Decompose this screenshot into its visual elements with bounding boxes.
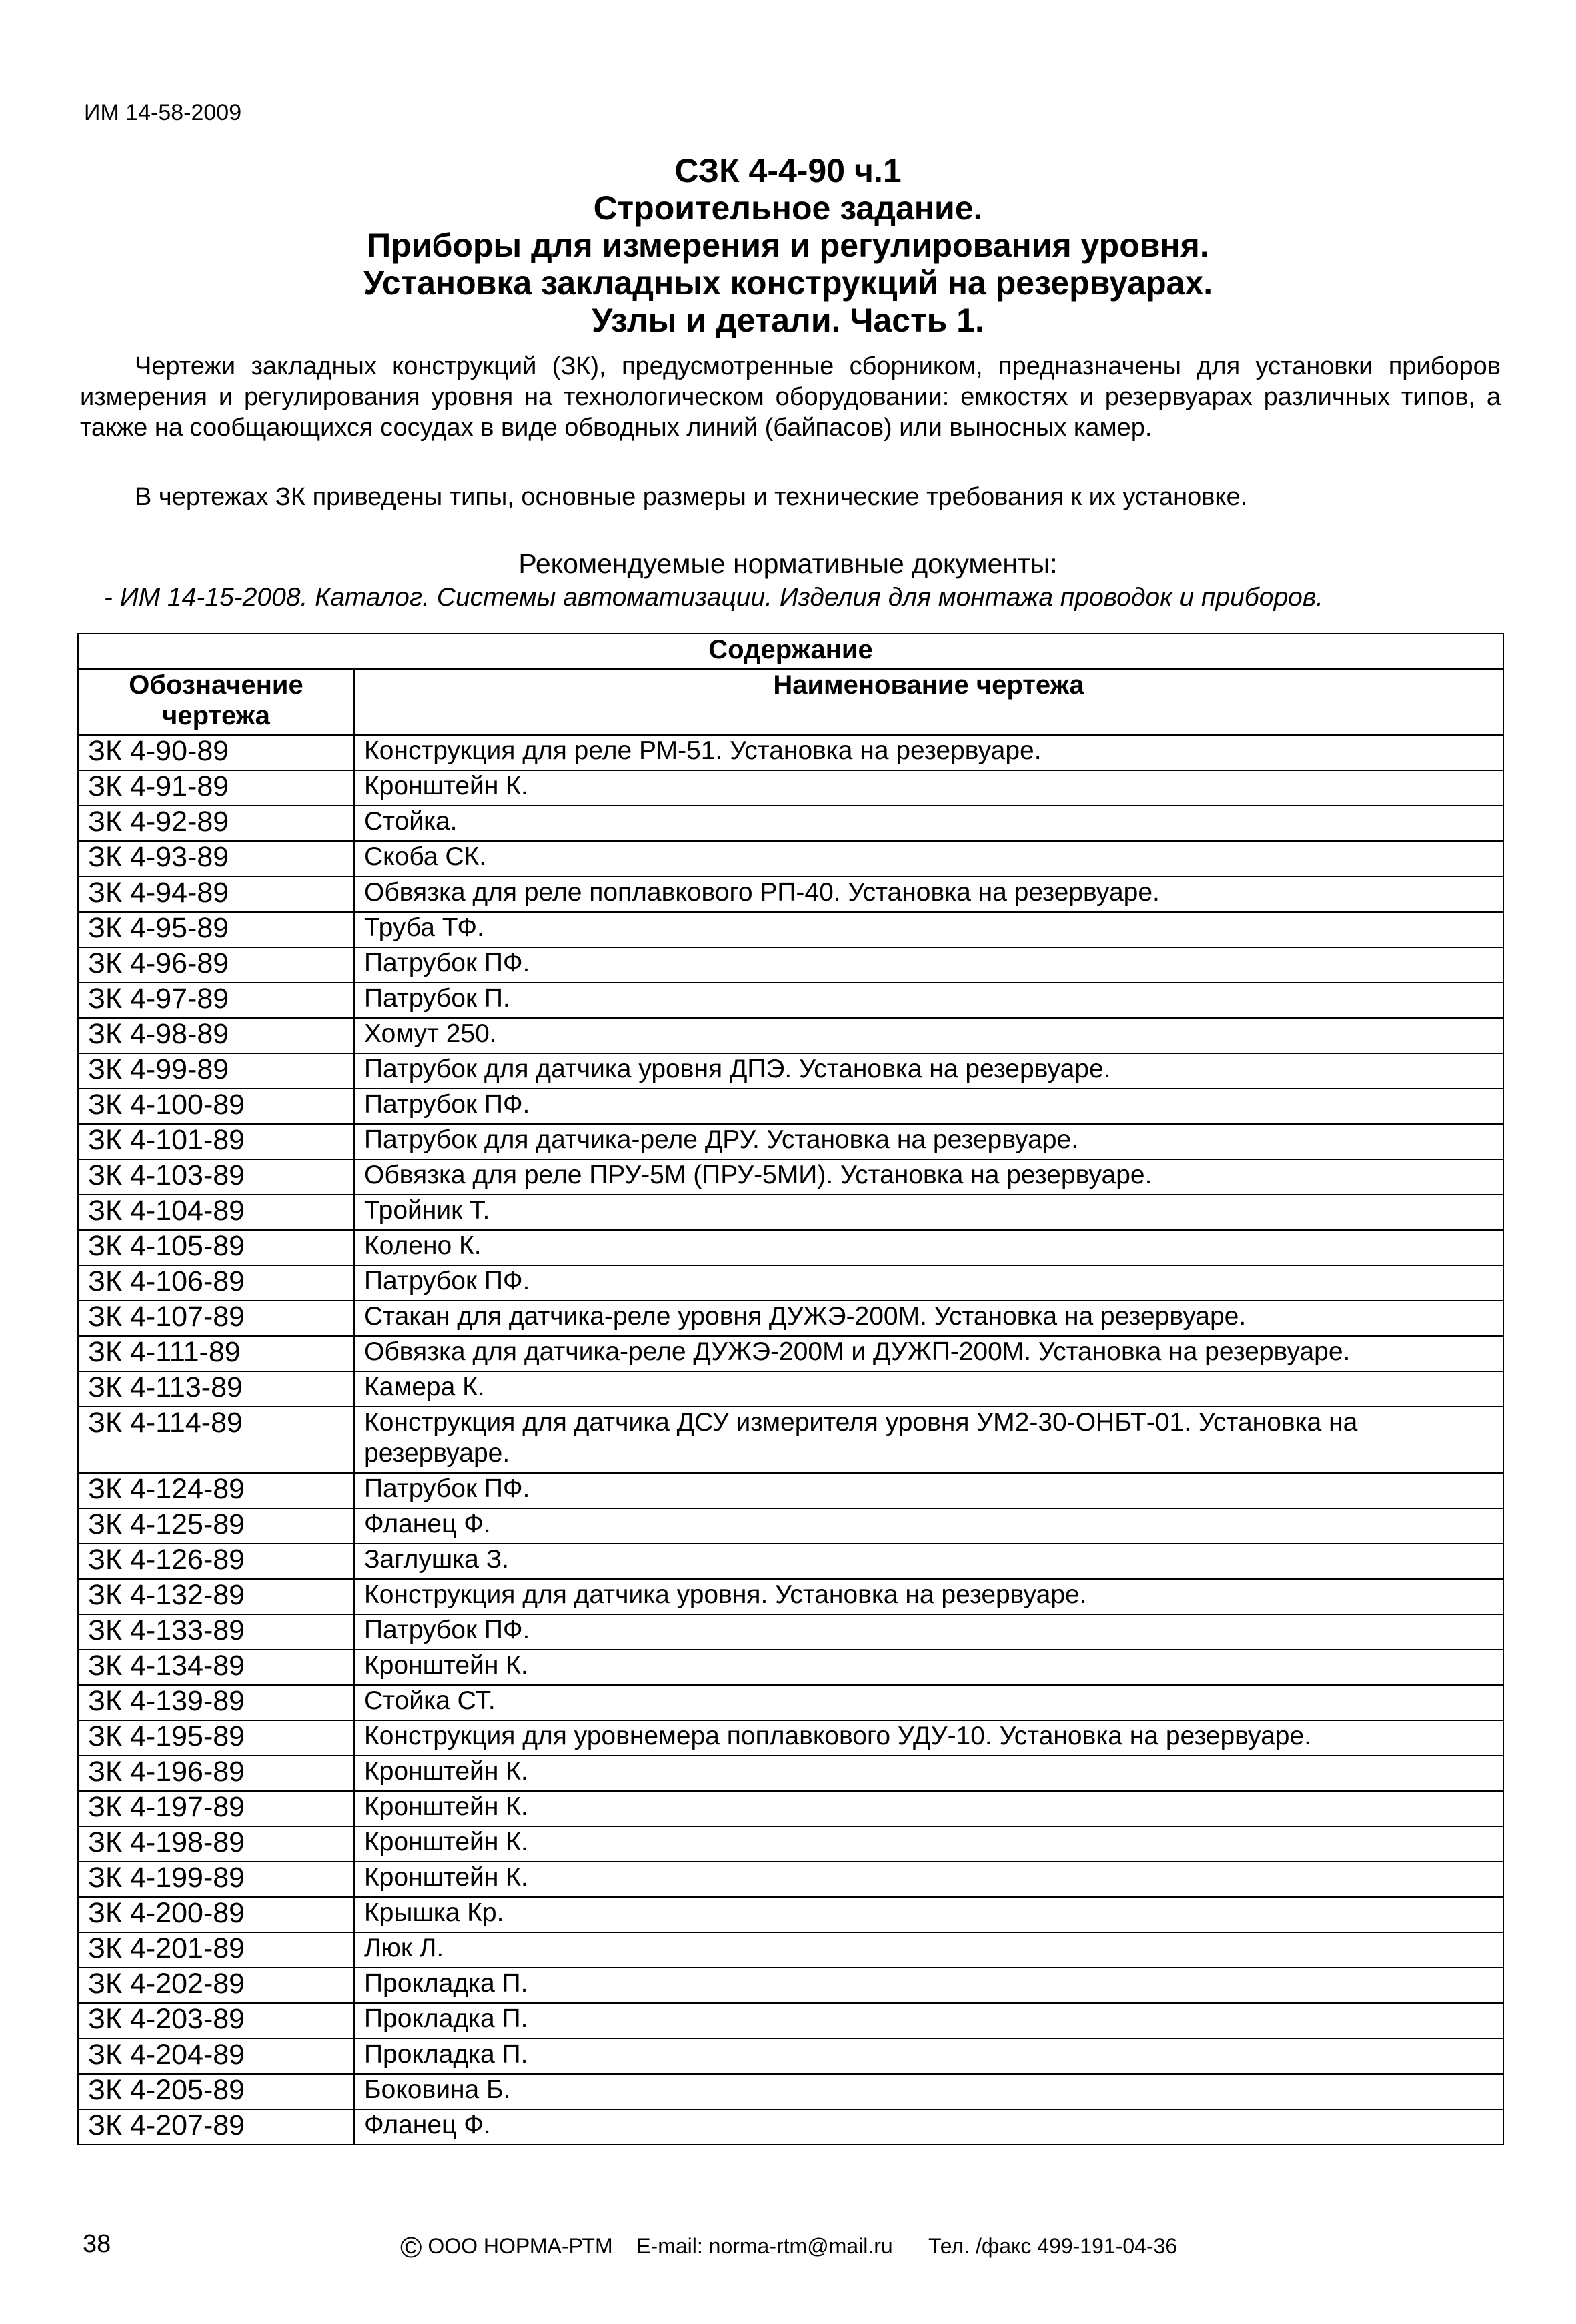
intro-paragraph-2: В чертежах ЗК приведены типы, основные размеры и технические требования к их установке.	[135, 483, 1248, 511]
drawing-code-cell: ЗК 4-98-89	[78, 1018, 354, 1053]
table-row	[78, 947, 1503, 983]
drawing-name-cell: Конструкция для датчика уровня. Установка на резервуаре.	[354, 1579, 1503, 1614]
table-row	[78, 1053, 1503, 1089]
drawing-code-cell: ЗК 4-203-89	[78, 2003, 354, 2039]
drawing-name-cell: Скоба СК.	[354, 841, 1503, 877]
drawing-name-cell: Обвязка для реле поплавкового РП-40. Установка на резервуаре.	[354, 877, 1503, 912]
drawing-name-cell: Тройник Т.	[354, 1195, 1503, 1230]
drawing-name-cell: Люк Л.	[354, 1932, 1503, 1968]
drawing-name-cell: Фланец Ф.	[354, 1508, 1503, 1544]
table-row	[78, 2074, 1503, 2109]
drawing-name-cell: Патрубок для датчика-реле ДРУ. Установка на резервуаре.	[354, 1124, 1503, 1159]
table-row	[78, 1826, 1503, 1862]
contents-table	[77, 633, 1504, 2145]
drawing-code-cell: ЗК 4-106-89	[78, 1265, 354, 1301]
drawing-code-cell: ЗК 4-103-89	[78, 1159, 354, 1195]
table-row	[78, 1336, 1503, 1371]
drawing-name-cell: Труба ТФ.	[354, 912, 1503, 947]
table-row	[78, 877, 1503, 912]
drawing-name-cell: Прокладка П.	[354, 2039, 1503, 2074]
drawing-name-cell: Кронштейн К.	[354, 1650, 1503, 1685]
table-row	[78, 806, 1503, 841]
drawing-code-cell: ЗК 4-92-89	[78, 806, 354, 841]
footer-phone: Тел. /факс 499-191-04-36	[928, 2234, 1178, 2258]
recommended-heading: Рекомендуемые нормативные документы:	[518, 548, 1058, 579]
drawing-name-cell: Кронштейн К.	[354, 1791, 1503, 1826]
recommended-item: - ИМ 14-15-2008. Каталог. Системы автоматизации. Изделия для монтажа проводок и приборов.	[104, 583, 1324, 612]
drawing-name-cell: Конструкция для реле РМ-51. Установка на резервуаре.	[354, 735, 1503, 770]
column-header-code: Обозначение чертежа	[78, 669, 354, 735]
drawing-code-cell: ЗК 4-201-89	[78, 1932, 354, 1968]
table-row	[78, 1862, 1503, 1897]
drawing-name-cell: Патрубок ПФ.	[354, 1473, 1503, 1508]
drawing-name-cell: Фланец Ф.	[354, 2109, 1503, 2145]
table-row	[78, 1508, 1503, 1544]
drawing-code-cell: ЗК 4-207-89	[78, 2109, 354, 2145]
drawing-code-cell: ЗК 4-95-89	[78, 912, 354, 947]
drawing-code-cell: ЗК 4-100-89	[78, 1089, 354, 1124]
title-line-1: СЗК 4-4-90 ч.1	[674, 152, 902, 189]
drawing-name-cell: Кронштейн К.	[354, 770, 1503, 806]
title-line-3: Приборы для измерения и регулирования уровня.	[367, 227, 1209, 264]
drawing-code-cell: ЗК 4-93-89	[78, 841, 354, 877]
drawing-name-cell: Прокладка П.	[354, 2003, 1503, 2039]
drawing-code-cell: ЗК 4-133-89	[78, 1614, 354, 1650]
page-number: 38	[83, 2230, 111, 2258]
table-row	[78, 1614, 1503, 1650]
drawing-name-cell: Боковина Б.	[354, 2074, 1503, 2109]
table-row	[78, 2109, 1503, 2145]
drawing-code-cell: ЗК 4-124-89	[78, 1473, 354, 1508]
column-header-name: Наименование чертежа	[354, 669, 1503, 735]
table-row	[78, 1720, 1503, 1756]
footer-org: ООО НОРМА-РТМ	[428, 2234, 613, 2258]
drawing-name-cell: Крышка Кр.	[354, 1897, 1503, 1932]
drawing-code-cell: ЗК 4-97-89	[78, 983, 354, 1018]
drawing-name-cell: Конструкция для датчика ДСУ измерителя уровня УМ2-30-ОНБТ-01. Установка на резервуаре.	[354, 1407, 1503, 1473]
drawing-name-cell: Камера К.	[354, 1371, 1503, 1407]
table-row	[78, 1932, 1503, 1968]
drawing-name-cell: Патрубок для датчика уровня ДПЭ. Установка на резервуаре.	[354, 1053, 1503, 1089]
drawing-name-cell: Патрубок ПФ.	[354, 1265, 1503, 1301]
drawing-code-cell: ЗК 4-107-89	[78, 1301, 354, 1336]
drawing-code-cell: ЗК 4-94-89	[78, 877, 354, 912]
drawing-name-cell: Кронштейн К.	[354, 1826, 1503, 1862]
drawing-code-cell: ЗК 4-99-89	[78, 1053, 354, 1089]
drawing-name-cell: Патрубок ПФ.	[354, 1614, 1503, 1650]
table-row	[78, 2003, 1503, 2039]
page-footer	[0, 2230, 1576, 2263]
drawing-code-cell: ЗК 4-134-89	[78, 1650, 354, 1685]
drawing-name-cell: Заглушка З.	[354, 1544, 1503, 1579]
intro-paragraph-1: Чертежи закладных конструкций (ЗК), предусмотренные сборником, предназначены для установки приборов измерения и регулирования уровня на технологическом оборудовании: емкостях и резервуарах различных типов, а также на сообщающихся сосудах в виде обводных линий (байпасов) или выносных камер.	[80, 352, 1501, 442]
drawing-code-cell: ЗК 4-204-89	[78, 2039, 354, 2074]
drawing-name-cell: Колено К.	[354, 1230, 1503, 1265]
table-row	[78, 841, 1503, 877]
drawing-name-cell: Стойка.	[354, 806, 1503, 841]
table-row	[78, 1301, 1503, 1336]
contents-table-body	[78, 735, 1503, 2145]
drawing-code-cell: ЗК 4-197-89	[78, 1791, 354, 1826]
table-row	[78, 1968, 1503, 2003]
drawing-code-cell: ЗК 4-195-89	[78, 1720, 354, 1756]
drawing-code-cell: ЗК 4-196-89	[78, 1756, 354, 1791]
table-row	[78, 1089, 1503, 1124]
table-row	[78, 1473, 1503, 1508]
drawing-name-cell: Обвязка для реле ПРУ-5М (ПРУ-5МИ). Установка на резервуаре.	[354, 1159, 1503, 1195]
drawing-name-cell: Прокладка П.	[354, 1968, 1503, 2003]
drawing-name-cell: Кронштейн К.	[354, 1756, 1503, 1791]
document-code: ИМ 14-58-2009	[84, 100, 242, 125]
table-row	[78, 1756, 1503, 1791]
contents-caption: Содержание	[78, 634, 1503, 669]
table-row	[78, 1195, 1503, 1230]
title-line-4: Установка закладных конструкций на резервуарах.	[363, 264, 1213, 302]
table-row	[78, 1579, 1503, 1614]
drawing-name-cell: Обвязка для датчика-реле ДУЖЭ-200М и ДУЖП-200М. Установка на резервуаре.	[354, 1336, 1503, 1371]
drawing-name-cell: Стойка СТ.	[354, 1685, 1503, 1720]
drawing-code-cell: ЗК 4-114-89	[78, 1407, 354, 1473]
drawing-code-cell: ЗК 4-200-89	[78, 1897, 354, 1932]
document-title	[0, 152, 1576, 339]
table-row	[78, 1124, 1503, 1159]
table-row	[78, 1544, 1503, 1579]
table-row	[78, 1897, 1503, 1932]
footer-contacts	[400, 2231, 1177, 2265]
table-row	[78, 2039, 1503, 2074]
drawing-name-cell: Патрубок П.	[354, 983, 1503, 1018]
table-row	[78, 770, 1503, 806]
drawing-name-cell: Патрубок ПФ.	[354, 1089, 1503, 1124]
table-row	[78, 1230, 1503, 1265]
drawing-code-cell: ЗК 4-101-89	[78, 1124, 354, 1159]
drawing-name-cell: Конструкция для уровнемера поплавкового УДУ-10. Установка на резервуаре.	[354, 1720, 1503, 1756]
drawing-code-cell: ЗК 4-104-89	[78, 1195, 354, 1230]
table-row	[78, 1407, 1503, 1473]
drawing-code-cell: ЗК 4-139-89	[78, 1685, 354, 1720]
table-row	[78, 1371, 1503, 1407]
drawing-code-cell: ЗК 4-132-89	[78, 1579, 354, 1614]
title-line-5: Узлы и детали. Часть 1.	[592, 302, 984, 339]
table-row	[78, 1159, 1503, 1195]
drawing-name-cell: Хомут 250.	[354, 1018, 1503, 1053]
drawing-code-cell: ЗК 4-90-89	[78, 735, 354, 770]
footer-email: E-mail: norma-rtm@mail.ru	[636, 2234, 893, 2258]
copyright-symbol: ©	[400, 2231, 422, 2264]
table-row	[78, 735, 1503, 770]
table-row	[78, 1650, 1503, 1685]
drawing-code-cell: ЗК 4-105-89	[78, 1230, 354, 1265]
drawing-code-cell: ЗК 4-126-89	[78, 1544, 354, 1579]
table-row	[78, 983, 1503, 1018]
drawing-name-cell: Стакан для датчика-реле уровня ДУЖЭ-200М. Установка на резервуаре.	[354, 1301, 1503, 1336]
drawing-code-cell: ЗК 4-125-89	[78, 1508, 354, 1544]
table-row	[78, 1265, 1503, 1301]
drawing-code-cell: ЗК 4-199-89	[78, 1862, 354, 1897]
table-row	[78, 1685, 1503, 1720]
title-line-2: Строительное задание.	[593, 189, 983, 227]
drawing-code-cell: ЗК 4-96-89	[78, 947, 354, 983]
drawing-name-cell: Кронштейн К.	[354, 1862, 1503, 1897]
drawing-code-cell: ЗК 4-113-89	[78, 1371, 354, 1407]
drawing-code-cell: ЗК 4-205-89	[78, 2074, 354, 2109]
table-row	[78, 912, 1503, 947]
drawing-code-cell: ЗК 4-202-89	[78, 1968, 354, 2003]
drawing-code-cell: ЗК 4-198-89	[78, 1826, 354, 1862]
drawing-code-cell: ЗК 4-111-89	[78, 1336, 354, 1371]
table-row	[78, 1791, 1503, 1826]
table-row	[78, 1018, 1503, 1053]
drawing-code-cell: ЗК 4-91-89	[78, 770, 354, 806]
drawing-name-cell: Патрубок ПФ.	[354, 947, 1503, 983]
